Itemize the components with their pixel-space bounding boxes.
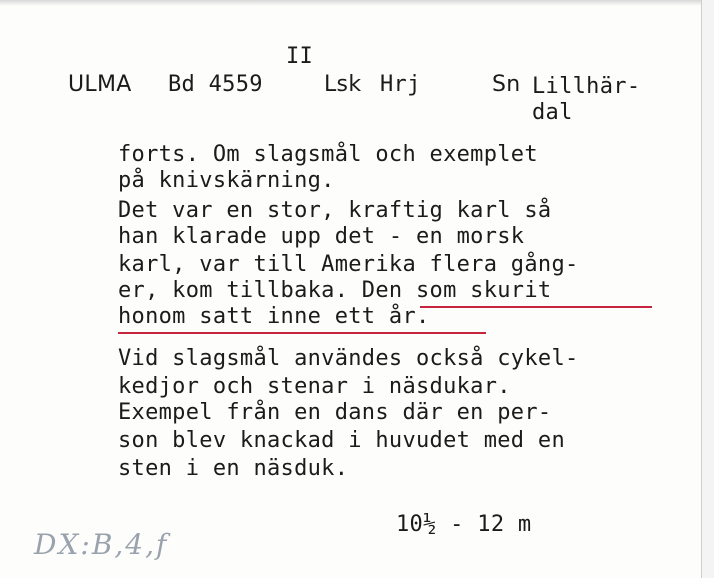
card-right-edge	[701, 0, 714, 578]
socken-value-line2: dal	[532, 100, 573, 125]
body-line: på knivskärning.	[118, 168, 335, 193]
body-line: karl, var till Amerika flera gång-	[118, 252, 579, 277]
socken-value-line1: Lillhär-	[532, 74, 641, 99]
landskap-label: Lsk	[324, 72, 362, 97]
archive-label: ULMA	[68, 72, 132, 97]
red-underline-1	[420, 306, 652, 308]
card-top-edge	[0, 0, 714, 6]
body-line: Vid slagsmål användes också cykel-	[118, 346, 579, 371]
body-line: kedjor och stenar i näsdukar.	[118, 374, 511, 399]
body-line: honom satt inne ett år.	[118, 304, 430, 329]
body-line: Exempel från en dans där en per-	[118, 400, 552, 425]
handwritten-signum: DX:B,4,f	[34, 528, 169, 561]
body-line: forts. Om slagsmål och exemplet	[118, 142, 538, 167]
red-underline-2	[118, 332, 486, 334]
landskap-value: Hrj	[380, 72, 421, 97]
body-line: er, kom tillbaka. Den som skurit	[118, 278, 552, 303]
record-number: Bd 4559	[168, 72, 263, 97]
body-line: sten i en näsduk.	[118, 456, 349, 481]
body-line: Det var en stor, kraftig karl så	[118, 198, 552, 223]
page-roman-numeral: II	[286, 44, 314, 69]
body-line: son blev knackad i huvudet med en	[118, 428, 565, 453]
duration-text: 10½ - 12 m	[396, 512, 532, 537]
socken-label: Sn	[492, 72, 521, 97]
body-line: han klarade upp det - en morsk	[118, 224, 525, 249]
